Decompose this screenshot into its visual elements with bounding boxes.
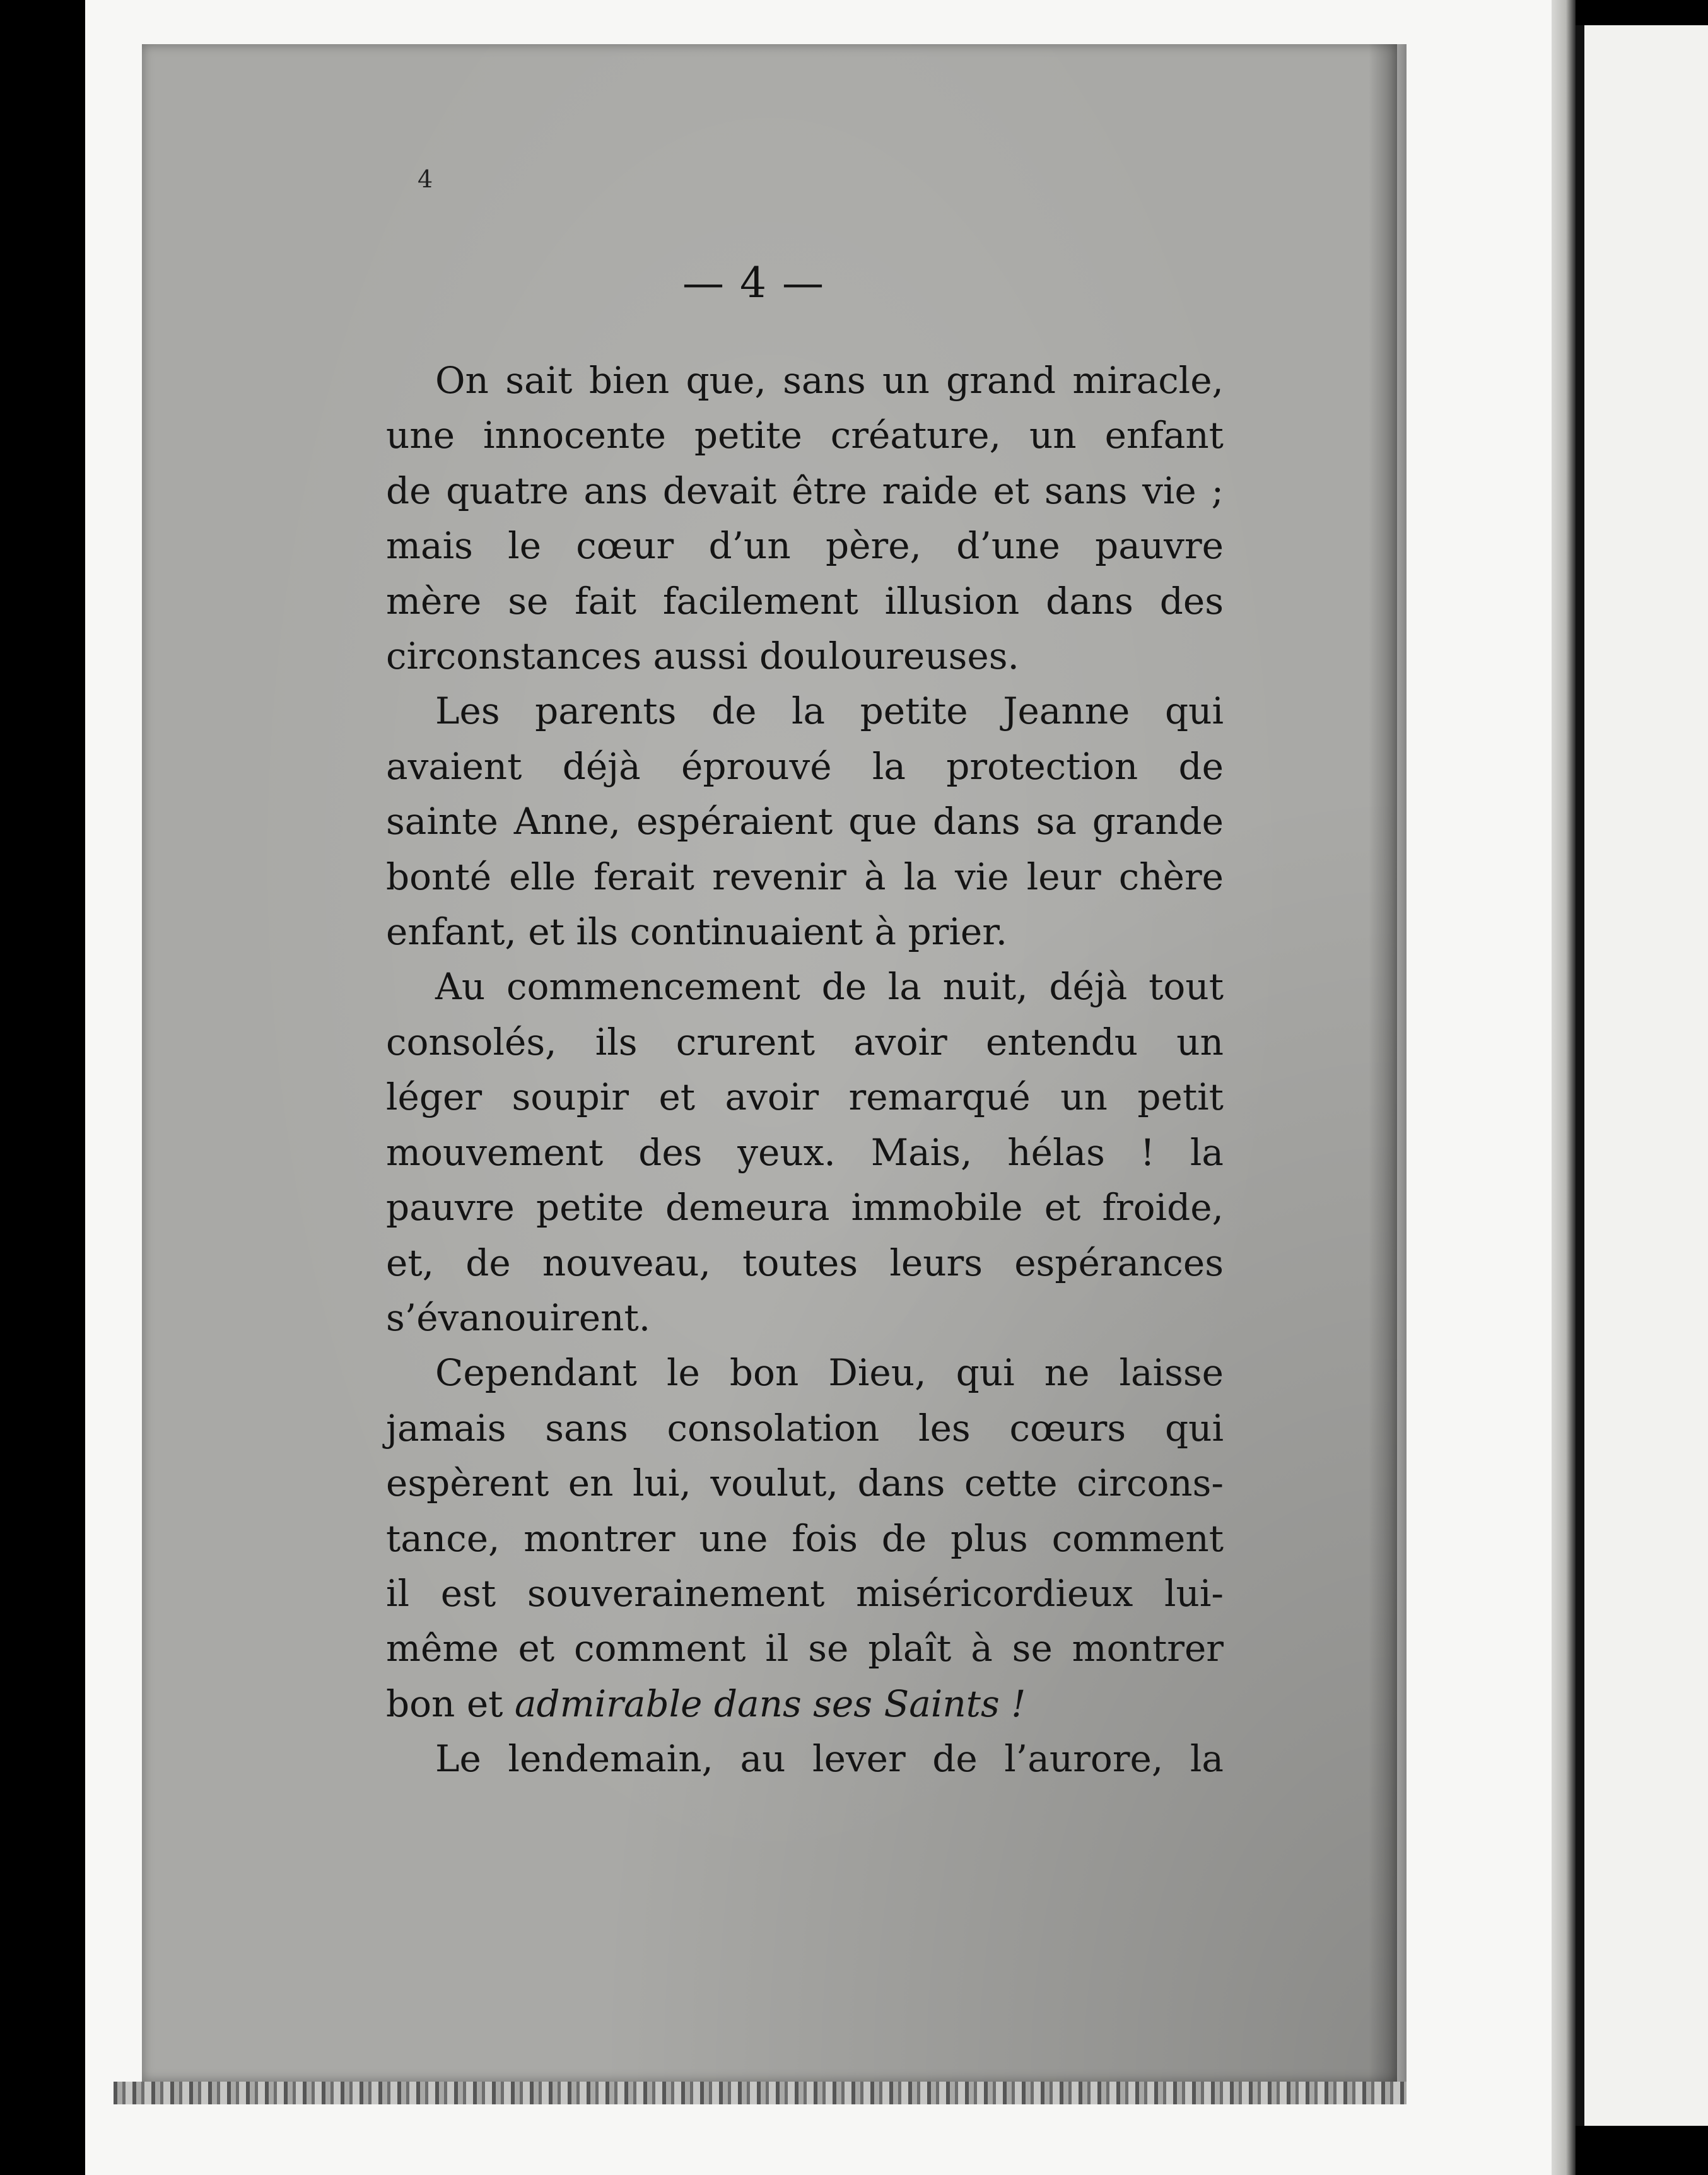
- text-line: Cependant le bon Dieu, qui ne laisse: [435, 1351, 1224, 1395]
- page-number: — 4 —: [682, 259, 825, 307]
- text-line: jamais sans consolation les cœurs qui: [386, 1406, 1224, 1450]
- text-line: circonstances aussi douloureuses.: [386, 635, 1019, 678]
- text-line: enfant, et ils continuaient à prier.: [386, 910, 1008, 954]
- italic-text-run: admirable dans ses Saints !: [514, 1682, 1026, 1725]
- text-line: pauvre petite demeura immobile et froide,: [386, 1186, 1224, 1229]
- text-line: Le lendemain, au lever de l’aurore, la: [435, 1737, 1224, 1781]
- text-line: espèrent en lui, voulut, dans cette circons-: [386, 1462, 1224, 1505]
- text-line: avaient déjà éprouvé la protection de: [386, 744, 1224, 788]
- text-line: Au commencement de la nuit, déjà tout: [435, 965, 1224, 1009]
- page-shadow: [1369, 44, 1407, 2082]
- text-line: [386, 1677, 1224, 1732]
- text-line: bonté elle ferait revenir à la vie leur chère: [386, 855, 1224, 898]
- corner-page-marker: 4: [418, 165, 433, 193]
- page-bottom-edge: [114, 2082, 1407, 2104]
- text-line: tance, montrer une fois de plus comment: [386, 1516, 1224, 1560]
- text-line: de quatre ans devait être raide et sans vie ;: [386, 469, 1224, 512]
- text-line: mouvement des yeux. Mais, hélas ! la: [386, 1130, 1224, 1174]
- text-line: Les parents de la petite Jeanne qui: [435, 689, 1224, 733]
- text-line: léger soupir et avoir remarqué un petit: [386, 1076, 1224, 1119]
- text-line: On sait bien que, sans un grand miracle,: [435, 359, 1224, 402]
- text-run: bon et: [386, 1682, 515, 1725]
- paragraph-3: [386, 959, 1224, 1345]
- text-line: il est souverainement miséricordieux lui-: [386, 1571, 1224, 1615]
- paragraph-4: [386, 1345, 1224, 1732]
- paragraph-1: [386, 353, 1224, 684]
- text-line: même et comment il se plaît à se montrer: [386, 1627, 1224, 1670]
- text-line: s’évanouirent.: [386, 1296, 651, 1339]
- paragraph-5: [386, 1732, 1224, 1786]
- text-line: consolés, ils crurent avoir entendu un: [386, 1020, 1224, 1064]
- text-line: une innocente petite créature, un enfant: [386, 414, 1224, 457]
- paragraph-2: [386, 684, 1224, 959]
- facing-page-edge: [1576, 25, 1708, 2126]
- text-line: mère se fait facilement illusion dans des: [386, 579, 1224, 623]
- page-text: [386, 353, 1224, 1787]
- text-line: et, de nouveau, toutes leurs espérances: [386, 1241, 1224, 1284]
- text-line: mais le cœur d’un père, d’une pauvre: [386, 524, 1224, 568]
- text-line: sainte Anne, espéraient que dans sa grande: [386, 800, 1224, 843]
- facing-page-gutter: [1552, 0, 1576, 2175]
